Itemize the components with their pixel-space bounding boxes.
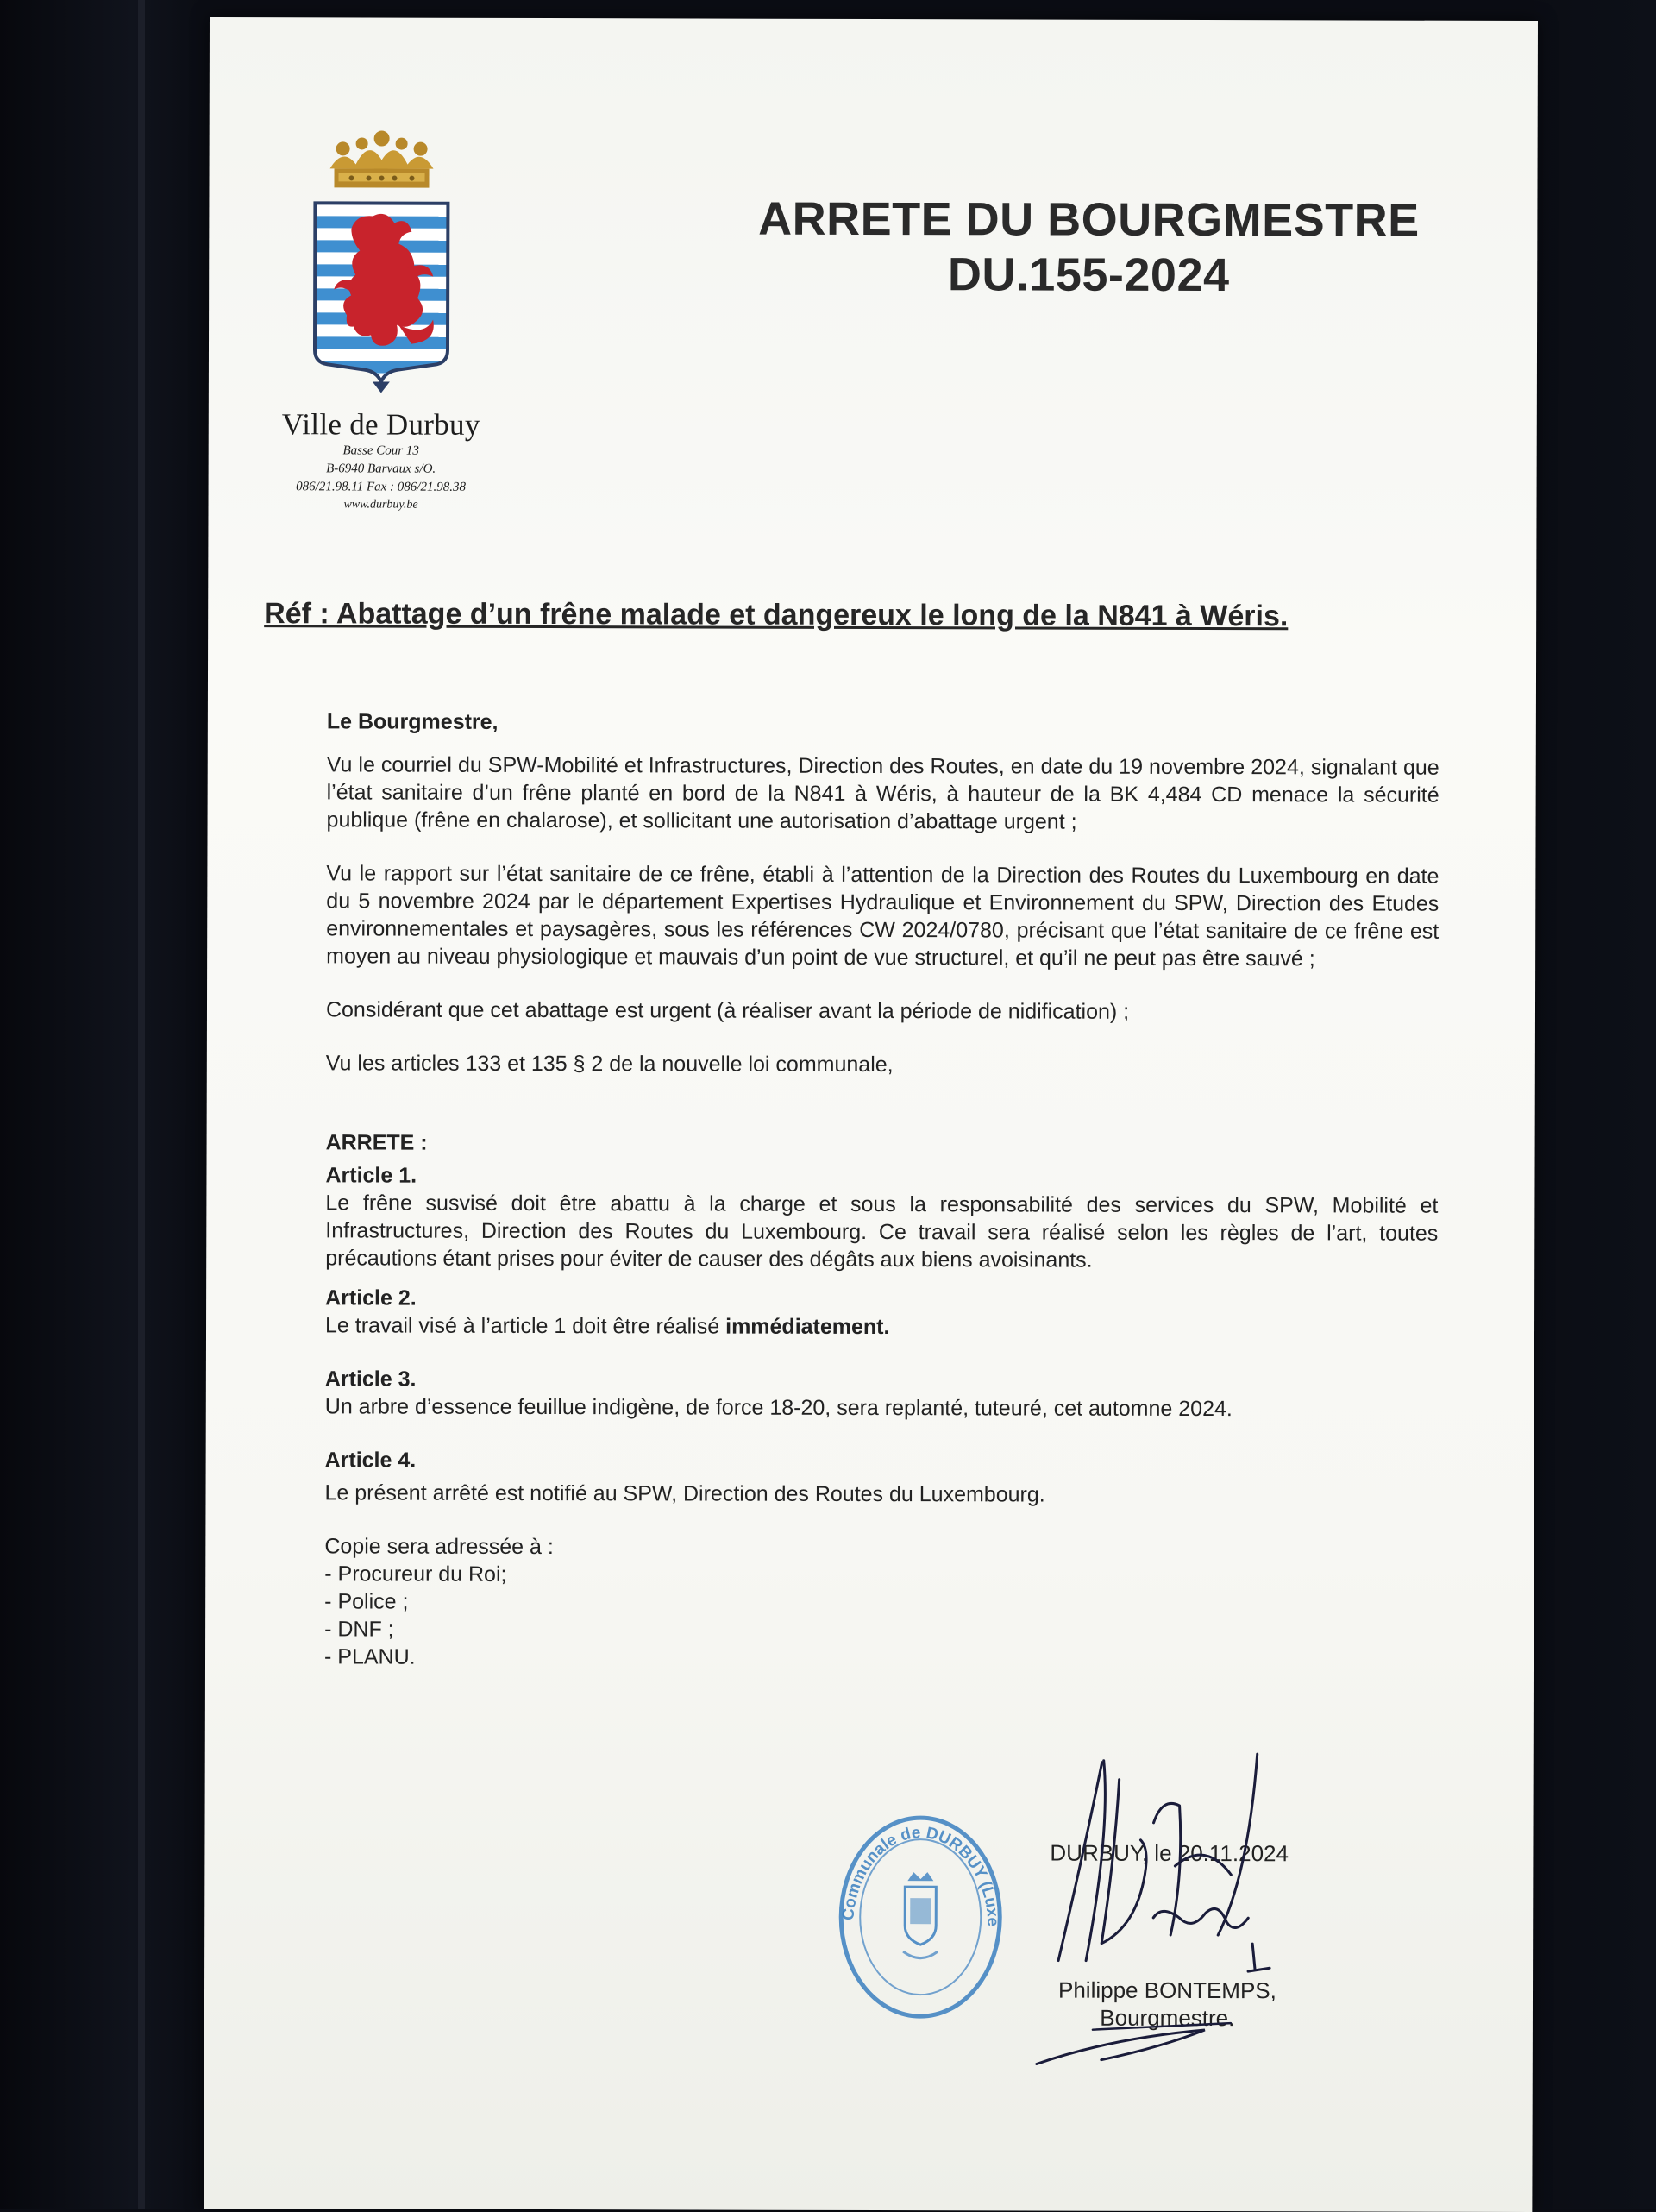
- article-1-title: Article 1.: [325, 1163, 417, 1188]
- address-line: Basse Cour 13: [342, 443, 419, 458]
- copie-item: - Police ;: [324, 1589, 409, 1614]
- salutation: Le Bourgmestre,: [326, 709, 499, 734]
- document-page: [204, 17, 1538, 2212]
- paragraph-articles: Vu les articles 133 et 135 § 2 de la nouvelle loi communale,: [325, 1051, 894, 1078]
- title-line-1: ARRETE DU BOURGMESTRE: [758, 192, 1420, 247]
- copie-item: - DNF ;: [324, 1617, 394, 1642]
- title-line-2: DU.155-2024: [947, 248, 1230, 302]
- article-4-text: Le présent arrêté est notifié au SPW, Direction des Routes du Luxembourg.: [324, 1480, 1045, 1507]
- letterhead: [260, 129, 502, 514]
- article-2-title: Article 2.: [325, 1285, 417, 1310]
- copie-intro: Copie sera adressée à :: [324, 1534, 554, 1560]
- postal-line: B-6940 Barvaux s/O.: [326, 462, 436, 476]
- signature-underline: [1032, 2004, 1257, 2074]
- reference-line: Réf : Abattage d’un frêne malade et dangereux le long de la N841 à Wéris.: [264, 597, 1289, 633]
- signatory-role: Bourgmestre.: [1100, 2004, 1235, 2032]
- article-3-title: Article 3.: [324, 1367, 417, 1392]
- paragraph-considerant: Considérant que cet abattage est urgent (à réaliser avant la période de nidification) ;: [325, 997, 1130, 1024]
- article-3-text: Un arbre d’essence feuillue indigène, de force 18-20, sera replanté, tuteuré, cet automne 2024.: [324, 1394, 1233, 1422]
- article-2-text-main: Le travail visé à l’article 1 doit être réalisé: [324, 1313, 726, 1339]
- website-line: www.durbuy.be: [343, 498, 418, 512]
- durbuy-coat-of-arms-icon: [304, 129, 460, 405]
- document-body: [324, 707, 1440, 1673]
- article-1-text: Le frêne susvisé doit être abattu à la charge et sous la responsabilité des services du SPW, Mobilité et Infrastructures, Direction des Routes du Luxembourg. Ce travail sera réalisé selon les règles de l’art, toutes précautions étant prises pour éviter de causer des dégâts aux biens avoisinants.: [325, 1191, 1439, 1273]
- arrete-heading: ARRETE :: [325, 1130, 428, 1155]
- copie-item: - Procureur du Roi;: [324, 1562, 507, 1587]
- copie-item: - PLANU.: [323, 1644, 416, 1669]
- city-name: Ville de Durbuy: [281, 407, 480, 442]
- crown-icon: [329, 130, 433, 187]
- copie-list: [324, 1560, 1437, 1673]
- stamp-text: Communale de DURBUY (Luxembourg)-Adm.: [839, 1823, 1002, 1927]
- frame-edge: [138, 0, 145, 2209]
- document-title: [700, 191, 1477, 303]
- paragraph-courriel: Vu le courriel du SPW-Mobilité et Infrastructures, Direction des Routes, en date du 19 novembre 2024, signalant que l’état sanitaire d’un frêne planté en bord de la N841 à Wéris, à hauteur de la BK 4,484 CD menace la sécurité publique (frêne en chalarose), et sollicitant une autorisation d’abattage urgent ;: [326, 752, 1440, 834]
- article-2-emphasis: immédiatement.: [725, 1314, 890, 1340]
- phone-fax-line: 086/21.98.11 Fax : 086/21.98.38: [296, 480, 466, 494]
- article-2-text: [325, 1311, 1438, 1342]
- municipal-stamp-icon: [834, 1813, 1007, 2034]
- article-4-title: Article 4.: [324, 1448, 417, 1473]
- signatory-name: Philippe BONTEMPS,: [1057, 1976, 1276, 2004]
- paragraph-rapport: Vu le rapport sur l’état sanitaire de ce frêne, établi à l’attention de la Direction des Routes du Luxembourg en date du 5 novembre 2024 par le département Expertises Hydraulique et Environnement du SPW, Direction des Etudes environnementales et paysagères, sous les références CW 2024/0780, précisant que l’état sanitaire de ce frêne est moyen au niveau physiologique et mauvais d’un point de vue structurel, et qu’il ne peut pas être sauvé ;: [326, 861, 1440, 971]
- place-and-date: DURBUY, le 20.11.2024: [1050, 1839, 1289, 1867]
